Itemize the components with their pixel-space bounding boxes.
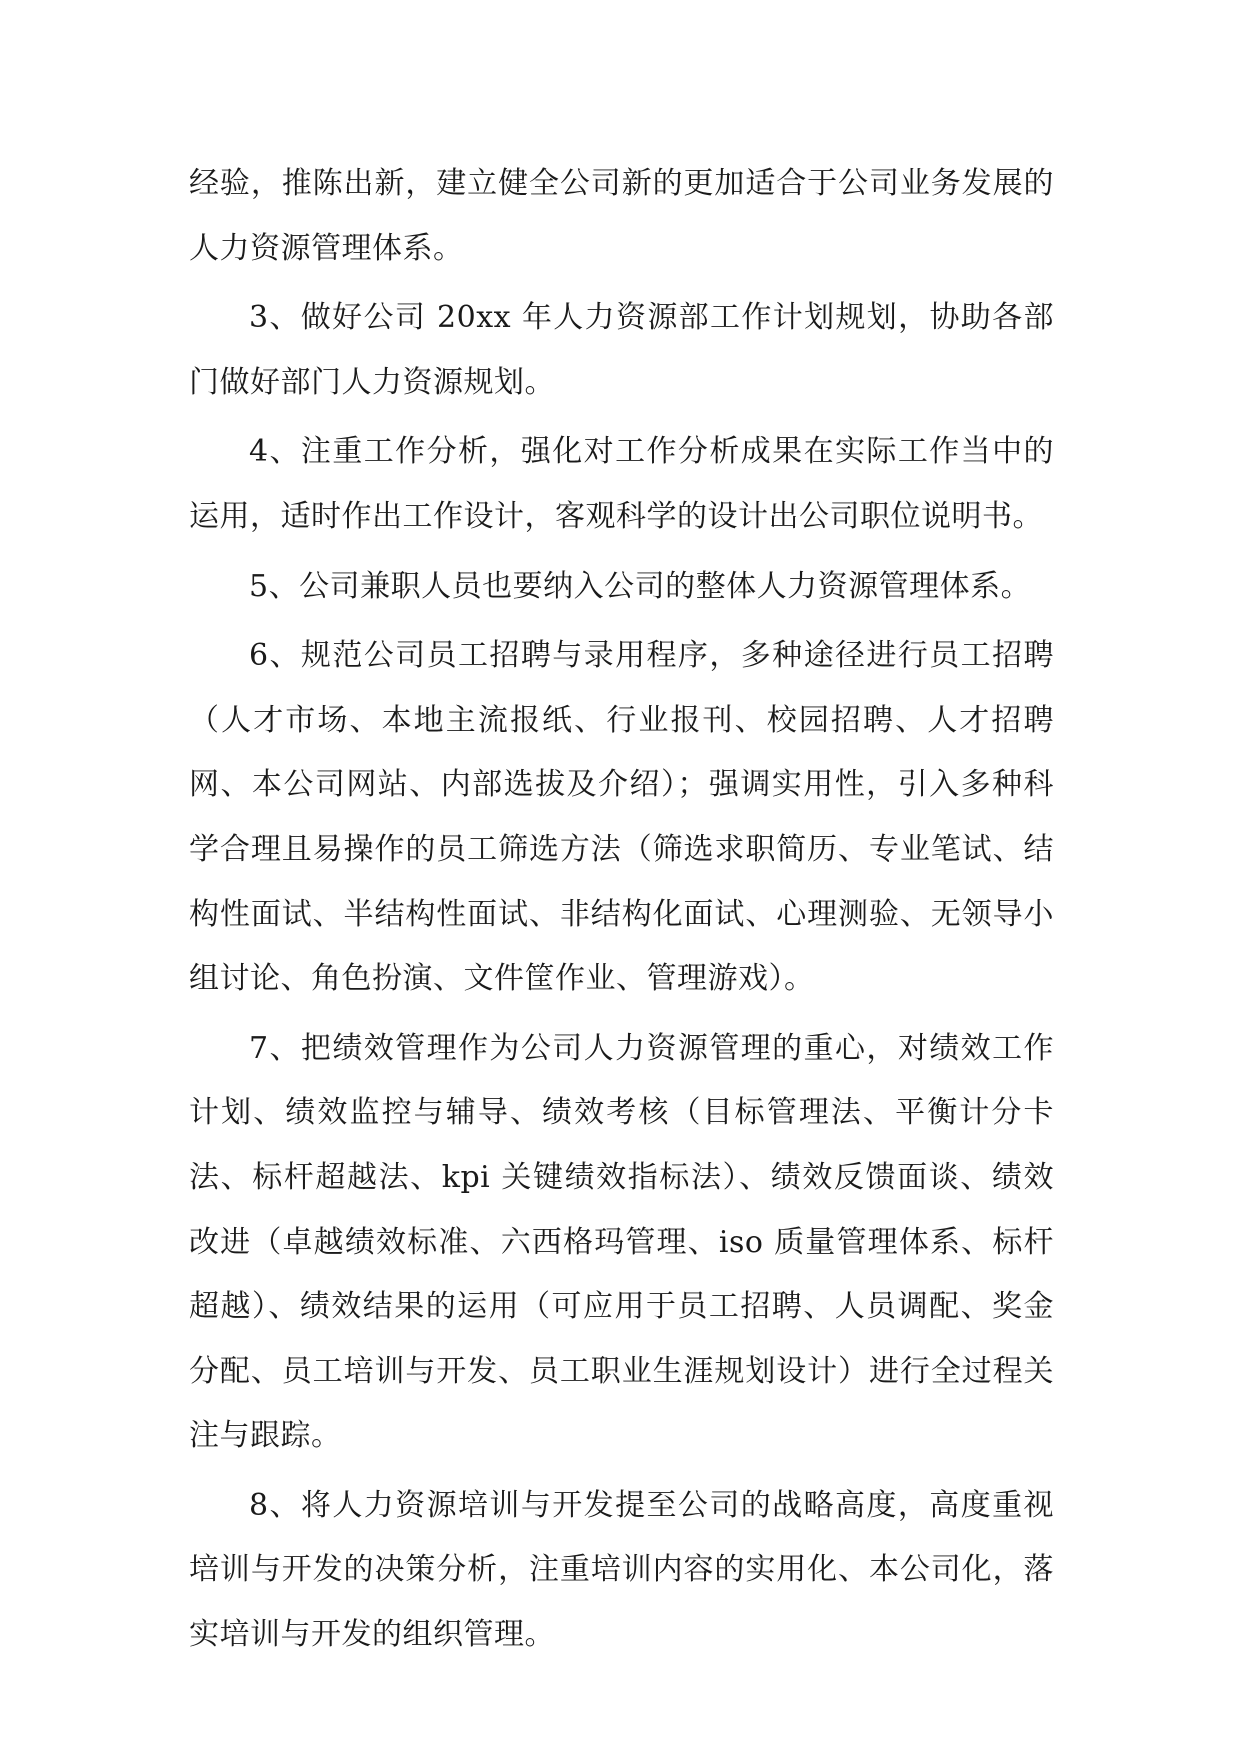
paragraph-item-4: 4、注重工作分析，强化对工作分析成果在实际工作当中的运用，适时作出工作设计，客观科学的设计出公司职位说明书。 <box>189 434 1054 534</box>
paragraph-item-6: 6、规范公司员工招聘与录用程序，多种途径进行员工招聘（人才市场、本地主流报纸、行业报刊、校园招聘、人才招聘网、本公司网站、内部选拔及介绍）；强调实用性，引入多种科学合理且易操作的员工筛选方法（筛选求职简历、专业笔试、结构性面试、半结构性面试、非结构化面试、心理测验、无领导小组讨论、角色扮演、文件筐作业、管理游戏）。 <box>189 638 1054 997</box>
paragraph-item-3: 3、做好公司 20xx 年人力资源部工作计划规划，协助各部门做好部门人力资源规划。 <box>189 300 1054 400</box>
paragraph-item-5: 5、公司兼职人员也要纳入公司的整体人力资源管理体系。 <box>249 568 1032 604</box>
paragraph-continued: 经验，推陈出新，建立健全公司新的更加适合于公司业务发展的人力资源管理体系。 <box>189 166 1054 266</box>
paragraph-item-7: 7、把绩效管理作为公司人力资源管理的重心，对绩效工作计划、绩效监控与辅导、绩效考核（目标管理法、平衡计分卡法、标杆超越法、kpi 关键绩效指标法）、绩效反馈面谈、绩效改进（卓越绩效标准、六西格玛管理、iso 质量管理体系、标杆超越）、绩效结果的运用（可应用于员工招聘、人员调配、奖金分配、员工培训与开发、员工职业生涯规划设计）进行全过程关注与跟踪。 <box>189 1030 1054 1454</box>
document-body <box>189 152 1054 1673</box>
paragraph-item-8: 8、将人力资源培训与开发提至公司的战略高度，高度重视培训与开发的决策分析，注重培训内容的实用化、本公司化，落实培训与开发的组织管理。 <box>189 1487 1054 1653</box>
